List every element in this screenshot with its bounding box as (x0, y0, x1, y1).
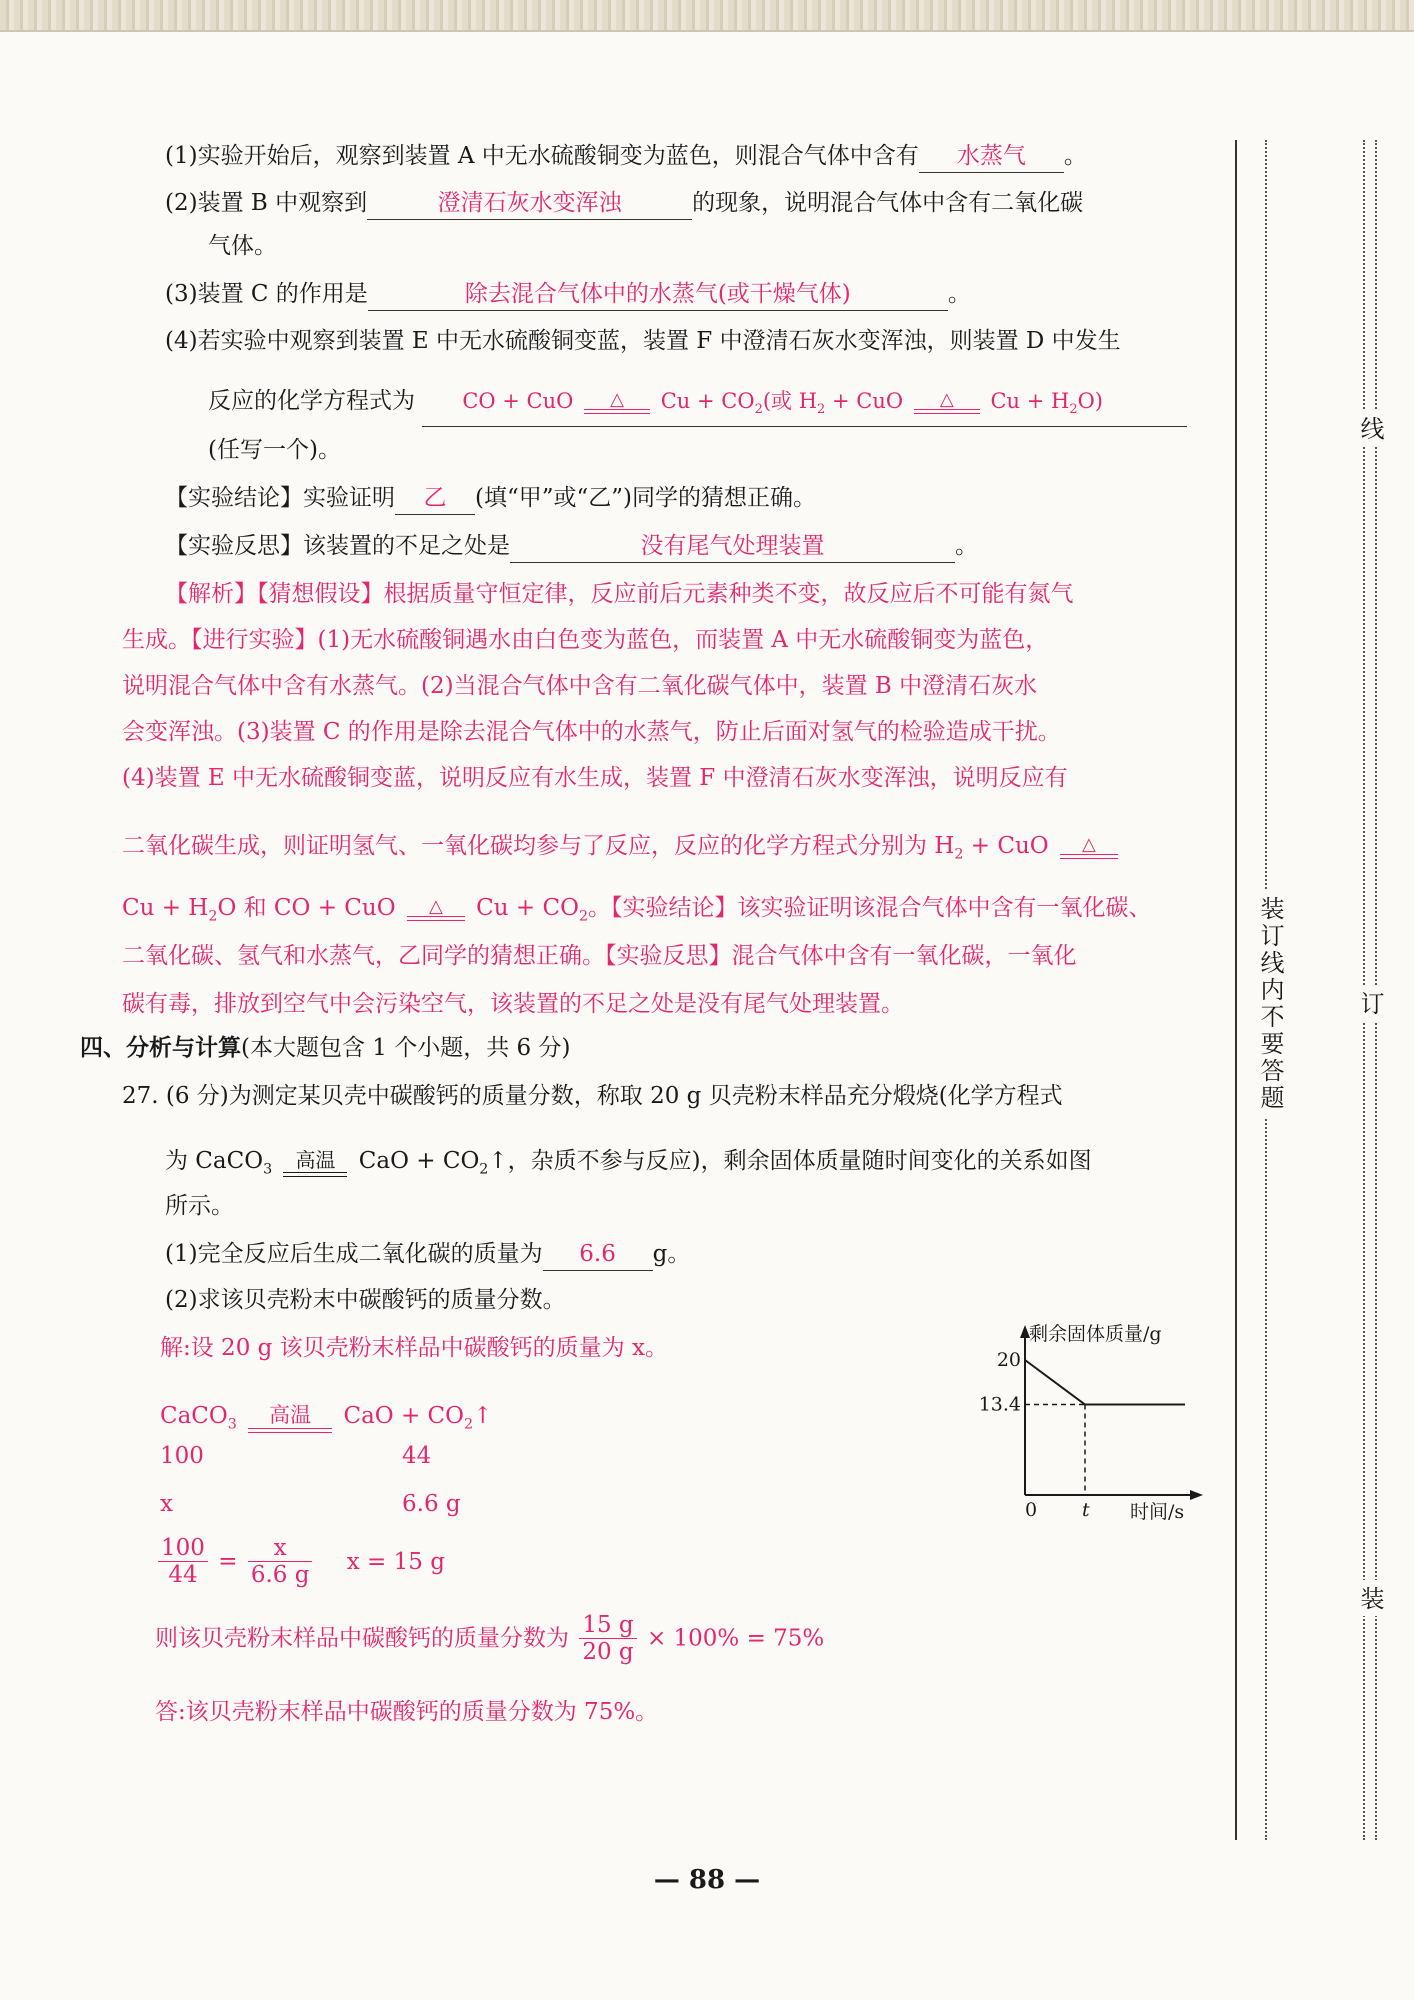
q27-line-3: 所示。 (165, 1193, 234, 1219)
solution-eq-c: ↑ (473, 1403, 493, 1429)
solution-line-1: 解:设 20 g 该贝壳粉末样品中碳酸钙的质量为 x。 (160, 1335, 668, 1361)
q4-eq-left: CO + CuO (462, 389, 574, 413)
reflection-end: 。 (955, 533, 978, 559)
y-tick-label: 13.4 (978, 1393, 1021, 1416)
section-title: 四、分析与计算 (80, 1034, 241, 1061)
x-tick-label: t (1082, 1499, 1090, 1520)
conclusion-line (165, 482, 816, 515)
solution-var-1: x (160, 1491, 173, 1517)
q4-eq-alt-open: (或 H (762, 389, 818, 413)
solution-frac-1-den: 44 (168, 1562, 198, 1588)
q27-line-2: 为 CaCO$_3$ 高温 CaO + $CO_2↑$，杂质不参与反应)，剩余固体质量随时间变化的关系如图 (165, 1147, 1092, 1178)
q1-end: 。 (1063, 143, 1087, 169)
solution-mass-2: 44 (402, 1443, 432, 1469)
solution-percent-frac (579, 1612, 636, 1665)
margin-label-ding: 订 (1353, 985, 1388, 1021)
origin-label: 0 (1025, 1499, 1038, 1520)
margin-label-xian: 线 (1353, 410, 1388, 446)
q2-line-2: 气体。 (208, 233, 277, 259)
q27-p1-answer: 6.6 (543, 1238, 653, 1271)
solution-percent-den: 20 g (582, 1639, 634, 1665)
conclusion-text: (填“甲”或“乙”)同学的猜想正确。 (475, 485, 816, 511)
q4-text: 反应的化学方程式为 (208, 388, 415, 414)
conclusion-label: 【实验结论】实验证明 (165, 485, 395, 511)
analysis-line-8: 二氧化碳、氢气和水蒸气，乙同学的猜想正确。【实验反思】混合气体中含有一氧化碳，一氧化 (122, 943, 1077, 969)
q27-eq-arrow (283, 1148, 347, 1177)
analysis-eq-arrow-2 (407, 895, 465, 921)
solution-percent-line (155, 1612, 824, 1665)
x-axis-label: 时间/s (1130, 1501, 1185, 1520)
mass-line (1025, 1360, 1185, 1405)
q1-answer: 水蒸气 (919, 140, 1064, 173)
q4-eq-alt-right: Cu + H (990, 389, 1070, 413)
solution-frac-2-den: 6.6 g (250, 1562, 310, 1588)
q4-line-1: (4)若实验中观察到装置 E 中无水硫酸铜变蓝，装置 F 中澄清石灰水变浑浊，则装置 D 中发生 (165, 328, 1121, 354)
q2-answer: 澄清石灰水变浑浊 (367, 187, 692, 220)
analysis-l6-end: + CuO (963, 833, 1049, 859)
analysis-l7-a: Cu + H (122, 895, 209, 921)
margin-label-zhuang: 装 (1353, 1580, 1388, 1616)
analysis-eq-arrow-1 (1060, 833, 1118, 859)
solution-percent-num: 15 g (579, 1612, 636, 1639)
page-number: — 88 — (653, 1865, 761, 1895)
solution-eq-a: CaCO (160, 1403, 228, 1429)
section-heading (80, 1032, 570, 1064)
analysis-eq-cond-2: △ (428, 895, 443, 917)
analysis-line-3: 说明混合气体中含有水蒸气。(2)当混合气体中含有二氧化碳气体中，装置 B 中澄清石灰水 (122, 673, 1038, 699)
q4-line-3: (任写一个)。 (208, 437, 341, 463)
solution-eq-arrow (248, 1402, 332, 1433)
conclusion-answer: 乙 (395, 482, 475, 515)
solution-eq-bars (248, 1428, 332, 1433)
analysis-line-7: $Cu + H_2O$ 和 CO + CuO △ $Cu + CO_2$。【实验结论】该实验证明该混合气体中含有一氧化碳、 (122, 895, 1152, 925)
solution-eq-b: CaO + CO (343, 1403, 464, 1429)
q27-part-2: (2)求该贝壳粉末中碳酸钙的质量分数。 (165, 1287, 566, 1313)
analysis-l6-text: 二氧化碳生成，则证明氢气、一氧化碳均参与了反应，反应的化学方程式分别为 H (122, 833, 955, 859)
solution-percent-text: 则该贝壳粉末样品中碳酸钙的质量分数为 (155, 1625, 569, 1652)
q27-p1-unit: g。 (652, 1241, 691, 1267)
q4-eq-alt-end: O) (1077, 389, 1104, 413)
q27-part-1 (165, 1238, 690, 1271)
q3-answer: 除去混合气体中的水蒸气(或干燥气体) (368, 278, 948, 311)
q27-eq-b: CaO + CO (358, 1148, 480, 1174)
solution-percent-result: × 100% = 75% (646, 1625, 825, 1652)
q2-text: (2)装置 B 中观察到 (165, 190, 368, 216)
solution-var-2: 6.6 g (402, 1491, 461, 1517)
q4-eq-right: Cu + CO (660, 389, 755, 413)
q3-end: 。 (947, 281, 971, 307)
analysis-line-1: 【解析】【猜想假设】根据质量守恒定律，反应前后元素种类不变，故反应后不可能有氮气 (165, 581, 1074, 607)
mass-time-chart (965, 1320, 1215, 1520)
section-note: (本大题包含 1 个小题，共 6 分) (241, 1035, 571, 1061)
q3-text: (3)装置 C 的作用是 (165, 281, 368, 307)
solution-mass-1: 100 (160, 1443, 204, 1469)
q27-eq-a: 为 CaCO (165, 1148, 264, 1174)
reflection-line (165, 530, 978, 563)
q27-p1-text: (1)完全反应后生成二氧化碳的质量为 (165, 1241, 543, 1267)
analysis-line-6: 二氧化碳生成，则证明氢气、一氧化碳均参与了反应，反应的化学方程式分别为 $H_2$ + CuO △ (122, 830, 1122, 871)
solution-proportion (155, 1535, 445, 1588)
reflection-answer: 没有尾气处理装置 (510, 530, 955, 563)
analysis-eq-cond-1: △ (1082, 833, 1096, 855)
solution-equation: CaCO$_3$ 高温 CaO + $CO_2↑$ (160, 1402, 493, 1433)
analysis-l7-d: 。【实验结论】该实验证明该混合气体中含有一氧化碳、 (588, 895, 1152, 921)
solution-equals: = (218, 1548, 238, 1575)
solution-frac-2-num: x (248, 1535, 313, 1562)
q27-eq-cond: 高温 (295, 1147, 336, 1172)
q4-eq-cond-1: △ (610, 389, 624, 410)
y-axis-label: 剩余固体质量/g (1029, 1323, 1162, 1345)
analysis-line-2: 生成。【进行实验】(1)无水硫酸铜遇水由白色变为蓝色，而装置 A 中无水硫酸铜变为蓝色， (122, 627, 1049, 653)
binding-margin (1235, 140, 1414, 1840)
solution-frac-2 (248, 1535, 313, 1588)
page-top-band (0, 0, 1414, 32)
reflection-label: 【实验反思】该装置的不足之处是 (165, 533, 510, 559)
analysis-line-4: 会变浑浊。(3)装置 C 的作用是除去混合气体中的水蒸气，防止后面对氢气的检验造成干扰。 (122, 719, 1061, 745)
q4-eq-arrow-2 (914, 391, 980, 414)
q4-eq-arrow-1 (584, 391, 650, 414)
q27-eq-bars (283, 1172, 347, 1177)
solution-answer: 答:该贝壳粉末样品中碳酸钙的质量分数为 75%。 (155, 1699, 659, 1725)
binding-solid-line (1235, 140, 1237, 1840)
q1-line (165, 140, 1087, 173)
q4-answer-equation: CO + CuO △ $Cu + CO_2$(或 $H_2$ + CuO △ $Cu + H_2O$) (422, 385, 1187, 427)
q2-line (165, 187, 1083, 220)
q27-eq-c: ↑，杂质不参与反应)，剩余固体质量随时间变化的关系如图 (488, 1148, 1092, 1174)
solution-frac-1-num: 100 (158, 1535, 208, 1562)
analysis-line-5: (4)装置 E 中无水硫酸铜变蓝，说明反应有水生成，装置 F 中澄清石灰水变浑浊，说明反应有 (122, 765, 1068, 791)
solution-result: x = 15 g (346, 1548, 445, 1575)
q4-eq-alt-mid: + CuO (825, 389, 904, 413)
q4-eq-cond-2: △ (939, 389, 954, 410)
solution-frac-1 (158, 1535, 208, 1588)
x-axis-arrow (1190, 1490, 1203, 1500)
q27-line-1: 27. (6 分)为测定某贝壳中碳酸钙的质量分数，称取 20 g 贝壳粉末样品充分煅烧(化学方程式 (122, 1083, 1063, 1109)
analysis-l7-c: Cu + CO (476, 895, 579, 921)
binding-note: 装订线内不要答题 (1253, 890, 1288, 1118)
q4-line-2 (208, 385, 1187, 427)
analysis-l7-b: O 和 CO + CuO (217, 895, 396, 921)
analysis-line-9: 碳有毒，排放到空气中会污染空气，该装置的不足之处是没有尾气处理装置。 (122, 991, 904, 1017)
q2-text-b: 的现象，说明混合气体中含有二氧化碳 (692, 190, 1084, 216)
solution-eq-cond: 高温 (269, 1402, 312, 1427)
q1-text: (1)实验开始后，观察到装置 A 中无水硫酸铜变为蓝色，则混合气体中含有 (165, 143, 919, 169)
q3-line (165, 278, 971, 311)
y-tick-label: 20 (996, 1349, 1021, 1371)
